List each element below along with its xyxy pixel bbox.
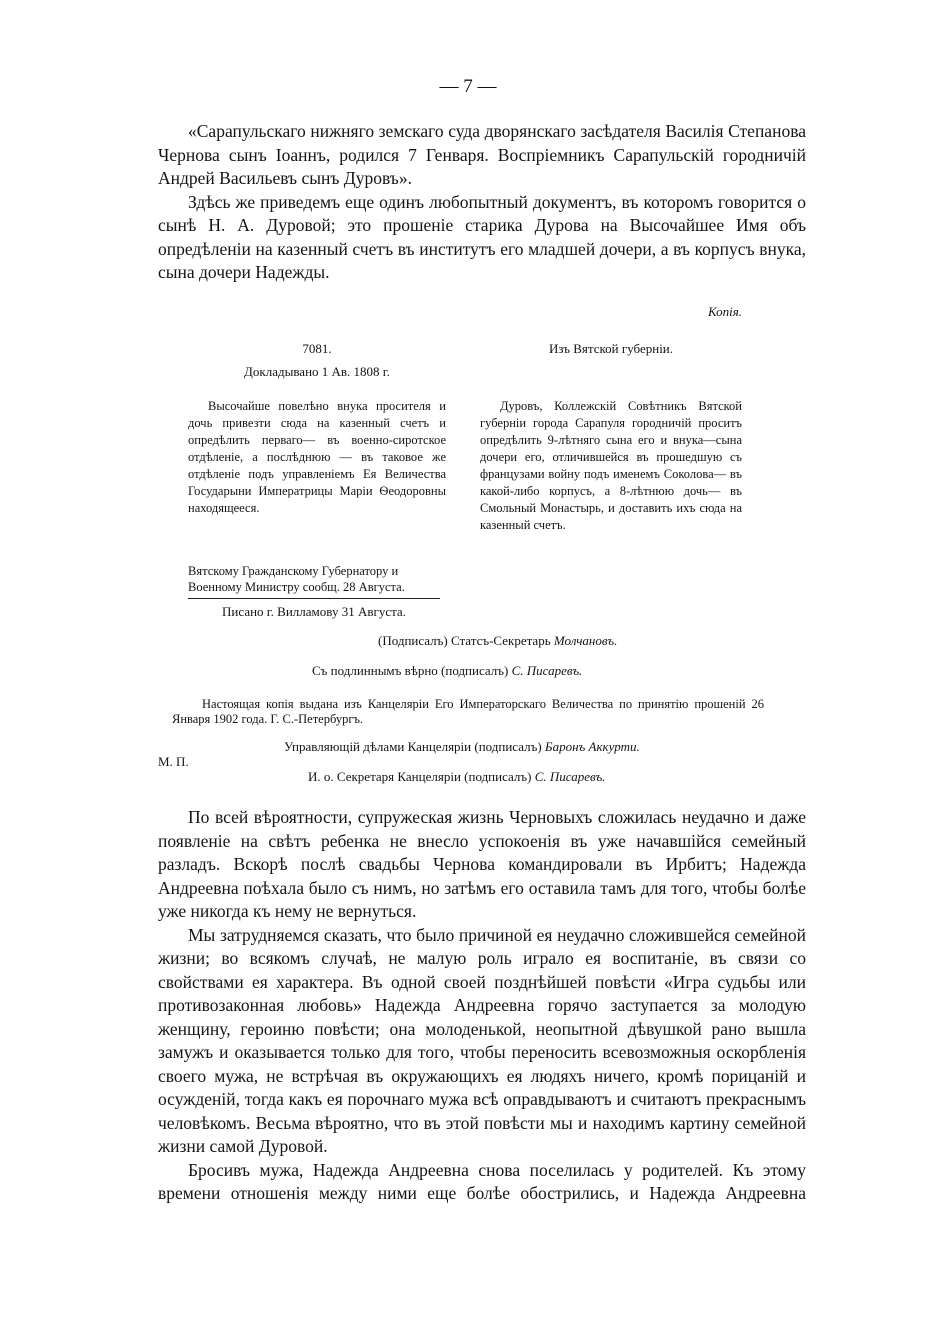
issued-note: Настоящая копія выдана изъ Канцеляріи Его Императорскаго Величества по принятію прошеній 26 Января 1902 года. Г. С.-Петербургъ.	[172, 697, 764, 726]
paragraph-4: Мы затрудняемся сказать, что было причиной ея неудачно сложившейся семейной жизни; во всякомъ случаѣ, не малую роль играло ея воспитаніе, въ связи со свойствами ея характера. Въ одной своей позднѣйшей повѣсти «Игра судьбы или противозаконная любовь» Надежда Андреевна горячо заступается за молодую женщину, героиню повѣсти; она молоденькой, неопытной дѣвушкой рано вышла замужъ и оказывается только для того, чтобы переносить всевозможныя оскорбленія своего мужа, не встрѣчая въ окружающихъ ея людяхъ ничего, кромѣ порицаній и осужденій, тогда какъ ея порочнаго мужа всѣ оправдываютъ и считаютъ прекраснымъ человѣкомъ. Весьма вѣроятно, что въ этой повѣсти мы и находимъ картину семейной жизни самой Дуровой.	[158, 924, 806, 1156]
verified-prefix: Съ подлиннымъ вѣрно (подписалъ)	[312, 663, 509, 678]
doc-number: 7081.	[302, 341, 332, 356]
written-note: Писано г. Вилламову 31 Августа.	[222, 604, 406, 619]
intro-text: «Сарапульскаго нижняго земскаго суда дворянскаго засѣдателя Василія Степанова Чернова сынъ Іоаннъ, родился 7 Генваря. Воспріемникъ Сарапульскій городничій Андрей Васильевъ сынъ Дуровъ».	[158, 121, 806, 188]
manager-line	[284, 738, 754, 755]
paragraph-3: По всей вѣроятности, супружеская жизнь Черновыхъ сложилась неудачно и даже появленіе на свѣтъ ребенка не внесло успокоенія въ уже начавшійся семейный разладъ. Вскорѣ послѣ свадьбы Чернова командировали въ Ирбитъ; Надежда Андреевна поѣхала было съ нимъ, но затѣмъ его оставила тамъ для того, чтобы болѣе уже никогда къ нему не вернуться.	[158, 807, 806, 921]
paragraph-2: Здѣсь же приведемъ еще одинъ любопытный документъ, въ которомъ говорится о сынѣ Н. А. Дуровой; это прошеніе старика Дурова на Высочайшее Имя объ опредѣленіи на казенный счетъ въ институтъ его младшей дочери, а въ корпусъ внука, сына дочери Надежды.	[158, 191, 806, 282]
main-text	[158, 806, 806, 1206]
signed-name: Молчановъ.	[553, 633, 618, 648]
secretary-name: С. Писаревъ.	[534, 769, 606, 784]
seal-mark: М. П.	[158, 754, 189, 769]
signature-line	[378, 632, 798, 649]
paragraph-5: Бросивъ мужа, Надежда Андреевна снова поселилась у родителей. Къ этому времени отношенія между ними еще болѣе обострились, и Надежда Андреевна	[158, 1159, 806, 1203]
verified-name: С. Писаревъ.	[511, 663, 583, 678]
petition-block	[480, 398, 742, 534]
signed-prefix: (Подписалъ) Статсъ-Секретарь	[378, 633, 551, 648]
manager-name: Баронъ Аккурти.	[544, 739, 640, 754]
petition-text: Дуровъ, Коллежскій Совѣтникъ Вятской губерніи города Сарапуля городничій проситъ опредѣлить 9-лѣтняго сына его и внука—сына дочери его, отличившейся въ прошедшую съ французами войну подъ именемъ Соколова— въ какой-либо корпусъ, а 8-лѣтнюю дочь— въ Смольный Монастырь, и доставить ихъ сюда на казенный счетъ.	[480, 399, 742, 532]
secretary-prefix: И. о. Секретаря Канцеляріи (подписалъ)	[308, 769, 532, 784]
intro-paragraph	[158, 120, 806, 285]
notified-note: Вятскому Гражданскому Губернатору и Военному Министру сообщ. 28 Августа.	[188, 564, 405, 594]
verified-line	[312, 662, 732, 679]
page-number: — 7 —	[439, 76, 497, 97]
province-heading: Изъ Вятской губерніи.	[548, 341, 674, 356]
secretary-line	[308, 768, 758, 785]
resolution-block	[188, 398, 446, 517]
reported-date: Докладывано 1 Ав. 1808 г.	[244, 364, 390, 379]
resolution-text: Высочайше повелѣно внука просителя и дочь привезти сюда на казенный счетъ и опредѣлить перваго— въ военно-сиротское отдѣленіе, а послѣднюю — въ таковое же отдѣленіе подъ управленіемъ Ея Величества Государыни Императрицы Маріи Ѳеодоровны находящееся.	[188, 399, 446, 515]
copy-label: Копія.	[707, 304, 742, 319]
separator-rule	[188, 598, 440, 599]
manager-prefix: Управляющій дѣлами Канцеляріи (подписалъ)	[284, 739, 542, 754]
